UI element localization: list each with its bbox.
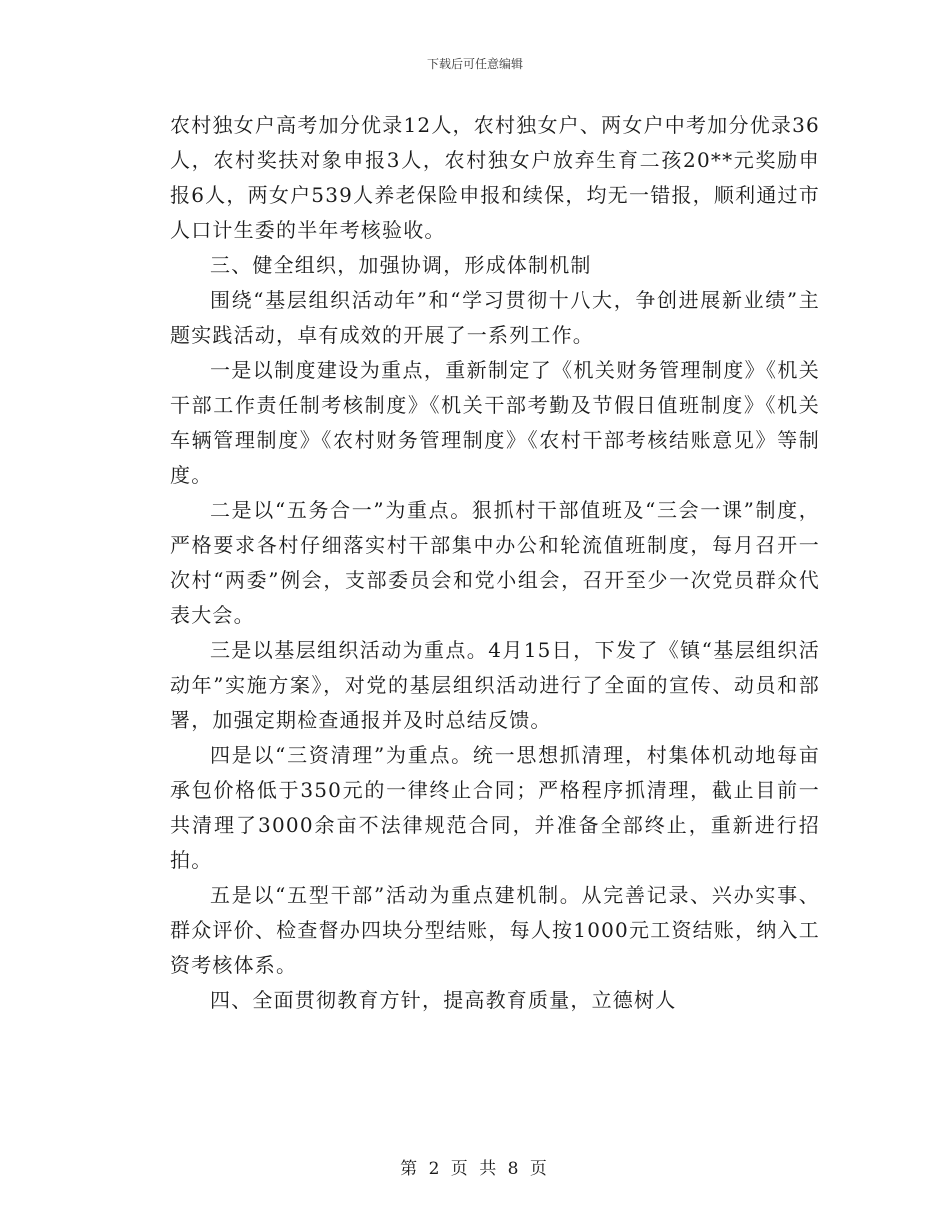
section-heading-4: 四、全面贯彻教育方针，提高教育质量，立德树人: [210, 988, 677, 1012]
paragraph-item-2: 二是以“五务合一”为重点。狠抓村干部值班及“三会一课”制度，严格要求各村仔细落实村干部集中办公和轮流值班制度，每月召开一次村“两委”例会，支部委员会和党小组会，召开至少一次党员群众代表大会。: [170, 498, 820, 627]
paragraph-activities: 围绕“基层组织活动年”和“学习贯彻十八大，争创进展新业绩”主题实践活动，卓有成效的开展了一系列工作。: [170, 288, 820, 347]
document-body: [170, 108, 820, 1018]
page-number-footer: 第 2 页 共 8 页: [400, 1159, 550, 1179]
paragraph-item-1: 一是以制度建设为重点，重新制定了《机关财务管理制度》《机关干部工作责任制考核制度》《机关干部考勤及节假日值班制度》《机关车辆管理制度》《农村财务管理制度》《农村干部考核结账意见》等制度。: [170, 358, 820, 487]
paragraph-item-4: 四是以“三资清理”为重点。统一思想抓清理，村集体机动地每亩承包价格低于350元的一律终止合同；严格程序抓清理，截止目前一共清理了3000余亩不法律规范合同，并准备全部终止，重新进行招拍。: [170, 743, 820, 872]
paragraph-continuation: 农村独女户高考加分优录12人，农村独女户、两女户中考加分优录36人，农村奖扶对象申报3人，农村独女户放弃生育二孩20**元奖励申报6人，两女户539人养老保险申报和续保，均无一错报，顺利通过市人口计生委的半年考核验收。: [170, 113, 820, 242]
page-header: 下载后可任意编辑: [426, 57, 523, 71]
section-heading-3: 三、健全组织，加强协调，形成体制机制: [210, 253, 592, 277]
paragraph-item-5: 五是以“五型干部”活动为重点建机制。从完善记录、兴办实事、群众评价、检查督办四块分型结账，每人按1000元工资结账，纳入工资考核体系。: [170, 883, 820, 977]
paragraph-item-3: 三是以基层组织活动为重点。4月15日，下发了《镇“基层组织活动年”实施方案》，对党的基层组织活动进行了全面的宣传、动员和部署，加强定期检查通报并及时总结反馈。: [170, 638, 820, 732]
